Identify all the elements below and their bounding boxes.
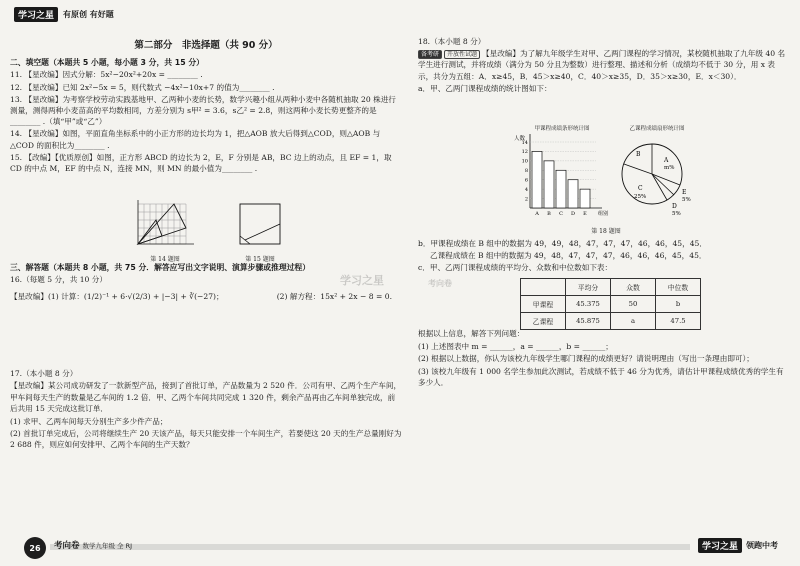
header-slogan: 有原创 有好题	[63, 9, 114, 19]
y-tick-label: 6	[524, 177, 528, 184]
stats-table	[520, 278, 701, 330]
figure-15-square	[230, 200, 290, 250]
fill-header: 二、填空题（本题共 5 小题，每小题 3 分，共 15 分）	[10, 58, 204, 68]
right-column	[418, 36, 790, 95]
bar-E	[580, 189, 590, 208]
question-17-body: 【星改编】某公司成功研发了一款新型产品，接到了首批订单，产品数量为 2 520 件．公司有甲、乙两个生产车间，甲车间每天生产的数量是乙车间的 1.2 倍．甲、乙两个车间共同完成 1 320 件，剩余产品再由乙车间单独完成，前后共用 15 天完成这批订单．	[10, 381, 402, 414]
x-tick-label: D	[570, 211, 576, 217]
question-18-c: c．甲、乙两门课程成绩的平均分、众数和中位数如下表：	[418, 263, 613, 273]
watermark-text: 考向卷	[428, 279, 452, 288]
table-cell: 乙课程	[521, 313, 566, 330]
footer-bar	[50, 544, 690, 550]
table-cell: 平均分	[566, 279, 611, 296]
table-cell	[521, 279, 566, 296]
table-row	[521, 313, 701, 330]
table-cell: 45.375	[566, 296, 611, 313]
question-16-2: (2) 解方程：15x² + 2x − 8 = 0.	[276, 292, 392, 302]
watermark-logo: 学习之星	[340, 274, 384, 287]
question-16-parts	[10, 291, 402, 302]
bar-chart-title: 甲课程成绩条形统计图	[534, 126, 590, 132]
figure-18-caption: 第 18 题图	[591, 228, 621, 235]
x-tick-label: B	[547, 211, 551, 217]
left-column	[10, 34, 402, 175]
table-cell: 50	[611, 296, 656, 313]
question-16: 16.（每题 5 分，共 10 分）	[10, 275, 107, 285]
bar-D	[568, 180, 578, 208]
right-lower	[418, 328, 790, 390]
y-tick-label: 12	[521, 149, 528, 156]
bar-A	[532, 151, 542, 208]
question-18-b: b．甲课程成绩在 B 组中的数据为 49，49，48，47，47，47，46，46，45，45．	[418, 239, 707, 248]
table-cell: 众数	[611, 279, 656, 296]
pie-chart-svg	[612, 132, 702, 220]
footer-slogan: 领跑中考	[746, 541, 779, 550]
header	[14, 6, 114, 22]
question-16-1: 【星改编】(1) 计算：(1/2)⁻¹ + 6·√(2/3) + |−3| + ∛(−27)；	[10, 292, 224, 302]
bar-C	[556, 170, 566, 208]
pie-label-c: C	[638, 185, 643, 192]
right-middle	[418, 238, 790, 275]
pie-chart	[612, 124, 702, 224]
question-17: 17.（本小题 8 分）	[10, 369, 78, 378]
tag-open: 开放性试题	[444, 50, 480, 59]
table-cell: 47.5	[656, 313, 701, 330]
pie-divider-2	[624, 164, 652, 174]
pie-value-e: 5%	[682, 197, 691, 203]
pie-divider-4	[652, 174, 674, 195]
table-cell: 45.875	[566, 313, 611, 330]
question-18-2: (2) 根据以上数据，你认为该校九年级学生哪门课程的成绩更好？请说明理由（写出一条理由即可）；	[418, 354, 754, 364]
figure-15-caption: 第 15 题图	[245, 256, 275, 263]
pie-value-d: 5%	[672, 211, 681, 217]
y-tick-label: 4	[524, 186, 528, 193]
question-18-1: (1) 上述图表中 m = ______，a = ______，b = ______；	[418, 341, 613, 351]
question-18-a: a．甲、乙两门课程成绩的统计图如下：	[418, 83, 552, 93]
question-18-ask: 根据以上信息，解答下列问题：	[418, 329, 525, 338]
page-number: 26	[24, 537, 46, 559]
pie-label-b: B	[636, 151, 641, 158]
x-tick-label: A	[535, 211, 539, 217]
pie-value-c: 25%	[634, 194, 647, 200]
question-17-block	[10, 368, 402, 452]
bar-B	[544, 161, 554, 208]
footer-title-main: 考向卷	[54, 541, 80, 551]
question-11: 11. 【星改编】因式分解：5x²−20x²+20x = ________ .	[10, 70, 203, 80]
figure-15	[230, 200, 290, 263]
question-18-text: 【星改编】为了解九年级学生对甲、乙两门课程的学习情况，某校随机抽取了九年级 40 名学生进行测试，并将成绩（满分为 50 分且为整数）进行整理、描述和分析（成绩均不低于 30 分，用 x 表示，共分为五组：A．x≥45，B．45＞x≥40，C．40＞x≥35，D．35＞x≥30，E．x＜30）．	[418, 49, 786, 81]
tag-exam: 备考研	[418, 50, 442, 59]
figure-14	[132, 200, 198, 263]
figure-14-caption: 第 14 题图	[150, 256, 180, 263]
pie-value-a: m%	[664, 165, 675, 171]
y-tick-label: 14	[521, 139, 528, 146]
pie-label-d: D	[672, 203, 677, 210]
solve-header: 三、解答题（本题共 8 小题，共 75 分．解答应写出文字说明、演算步骤或推理过程）	[10, 263, 311, 272]
pie-divider-5	[652, 174, 667, 200]
question-13: 13. 【星改编】为考察学校劳动实践基地甲、乙两种小麦的长势，数学兴趣小组从两种小麦中各随机抽取 20 株进行测量，测得两种小麦苗高的平均数相同，方差分别为 s甲² = 3.6，s乙² = 2.8，则这两种小麦长势更整齐的是________ .（填“甲”或“乙”）	[10, 94, 396, 127]
footer-title	[54, 539, 132, 551]
x-tick-label: C	[559, 211, 563, 217]
question-18: 18.（本小题 8 分）	[418, 37, 486, 46]
pie-divider-3	[652, 174, 680, 185]
y-tick-label: 10	[521, 158, 528, 165]
figure-14-grid	[132, 200, 198, 250]
question-18-b2: 乙课程成绩在 B 组中的数据为 49，48，47，47，47，46，46，46，45，45．	[430, 251, 707, 261]
x-axis-label: 组别	[598, 211, 609, 217]
question-18-3: (3) 该校九年级有 1 000 名学生参加此次测试，若成绩不低于 46 分为优秀，请估计甲课程成绩优秀的学生有多少人．	[418, 366, 784, 388]
pie-label-e: E	[682, 189, 687, 196]
table-cell: a	[611, 313, 656, 330]
footer-logo: 学习之星	[698, 538, 742, 553]
bar-chart-svg	[512, 132, 612, 220]
question-17-2: (2) 首批订单完成后，公司将继续生产 20 天该产品，每天只能安排一个车间生产，若要使这 20 天的生产总量刚好为 2 688 件，则应如何安排甲、乙两个车间的生产天数？	[10, 429, 402, 450]
table-cell: b	[656, 296, 701, 313]
question-12: 12. 【星改编】已知 2x²−5x = 5，则代数式 −4x²−10x+7 的值为________ .	[10, 82, 275, 92]
pie-label-a: A	[664, 157, 669, 164]
bar-chart	[512, 124, 612, 224]
table-header-row	[521, 279, 701, 296]
section-title: 第二部分 非选择题（共 90 分）	[134, 40, 278, 51]
footer-brand	[698, 538, 778, 553]
question-14: 14. 【星改编】如图，平面直角坐标系中的小正方形的边长均为 1，把△AOB 放大后得到△COD，则△AOB 与△COD 的面积比为________ .	[10, 129, 381, 150]
y-tick-label: 8	[524, 168, 528, 175]
footer-subtitle: 数学九年级 全 RJ	[82, 542, 133, 550]
question-18-body	[418, 48, 790, 82]
table-row	[521, 296, 701, 313]
table-cell: 中位数	[656, 279, 701, 296]
y-tick-label: 2	[524, 196, 528, 203]
question-17-1: (1) 求甲、乙两车间每天分别生产多少件产品；	[10, 416, 168, 426]
brand-logo: 学习之星	[14, 7, 58, 22]
footer	[0, 533, 800, 566]
table-cell: 甲课程	[521, 296, 566, 313]
question-15: 15. 【改编】【优质原创】如图，正方形 ABCD 的边长为 2，E，F 分别是 AB，BC 边上的动点，且 EF = 1，取 CD 的中点 M，EF 的中点 N，连接 MN，则 MN 的最小值为________ .	[10, 152, 392, 174]
x-tick-label: E	[583, 211, 587, 217]
pie-chart-title: 乙课程成绩扇形统计图	[629, 126, 685, 132]
y-axis-label: 人数	[514, 136, 526, 142]
